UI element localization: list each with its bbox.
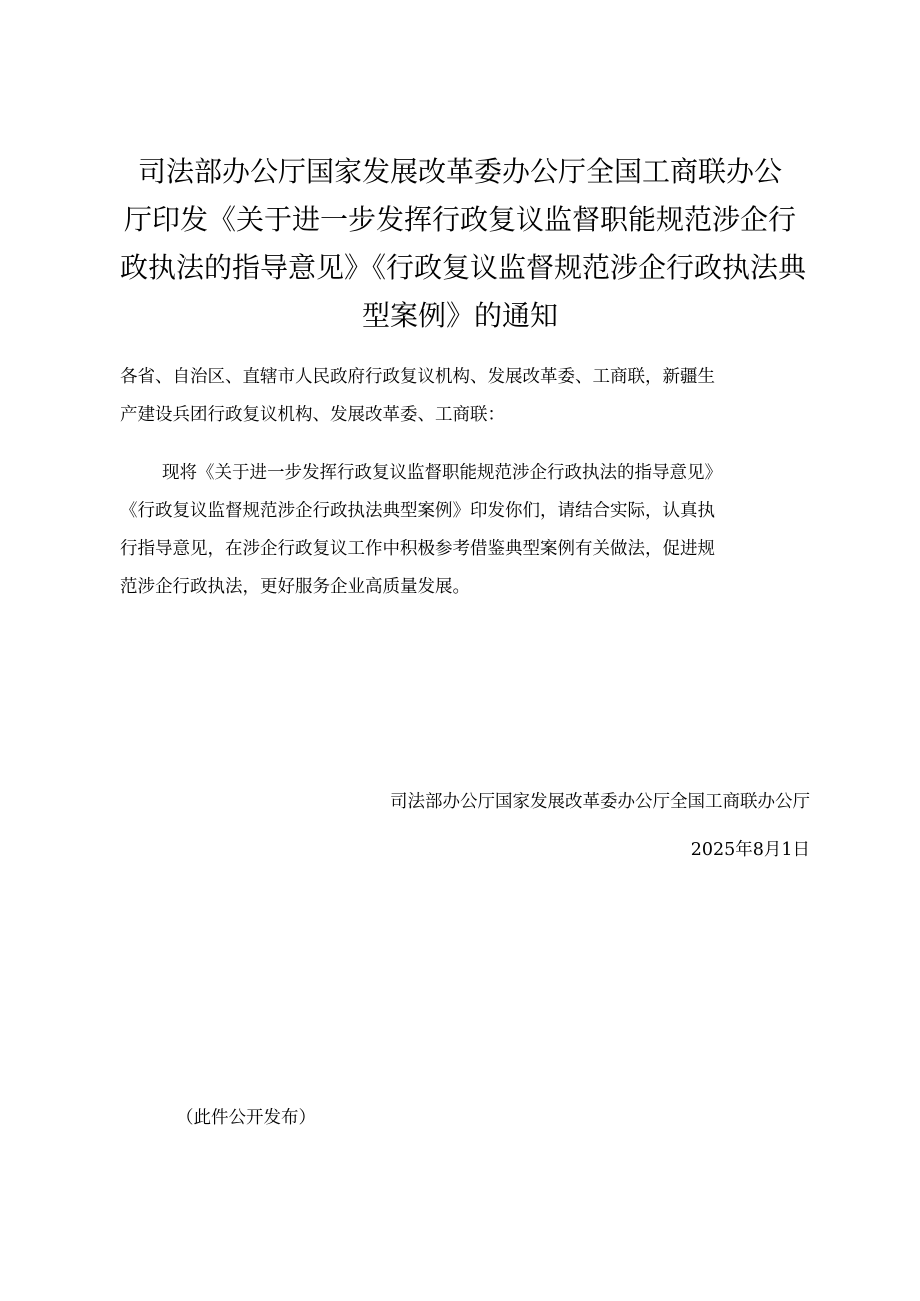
signature-block — [300, 778, 810, 874]
publication-note: （此件公开发布） — [176, 1108, 316, 1128]
addressee-line: 各省、自治区、直辖市人民政府行政复议机构、发展改革委、工商联，新疆生 — [120, 367, 715, 387]
title-line: 型案例》的通知 — [361, 299, 558, 332]
title-line: 政执法的指导意见》《行政复议监督规范涉企行政执法典 — [120, 251, 807, 284]
title-line: 厅印发《关于进一步发挥行政复议监督职能规范涉企行 — [123, 203, 796, 236]
body-line: 现将《关于进一步发挥行政复议监督职能规范涉企行政执法的指导意见》 — [162, 463, 722, 483]
addressee-block — [120, 358, 810, 434]
document-title — [120, 148, 807, 340]
body-paragraph — [120, 454, 810, 606]
body-line: 行指导意见，在涉企行政复议工作中积极参考借鉴典型案例有关做法，促进规 — [120, 539, 715, 559]
issuer-name: 司法部办公厅国家发展改革委办公厅全国工商联办公厅 — [390, 792, 810, 812]
title-line: 司法部办公厅国家发展改革委办公厅全国工商联办公 — [137, 155, 782, 188]
body-line: 《行政复议监督规范涉企行政执法典型案例》印发你们，请结合实际，认真执 — [120, 501, 715, 521]
issue-date: 2025年8月1日 — [690, 840, 810, 860]
body-line: 范涉企行政执法，更好服务企业高质量发展。 — [120, 577, 470, 597]
addressee-line: 产建设兵团行政复议机构、发展改革委、工商联： — [120, 405, 505, 425]
